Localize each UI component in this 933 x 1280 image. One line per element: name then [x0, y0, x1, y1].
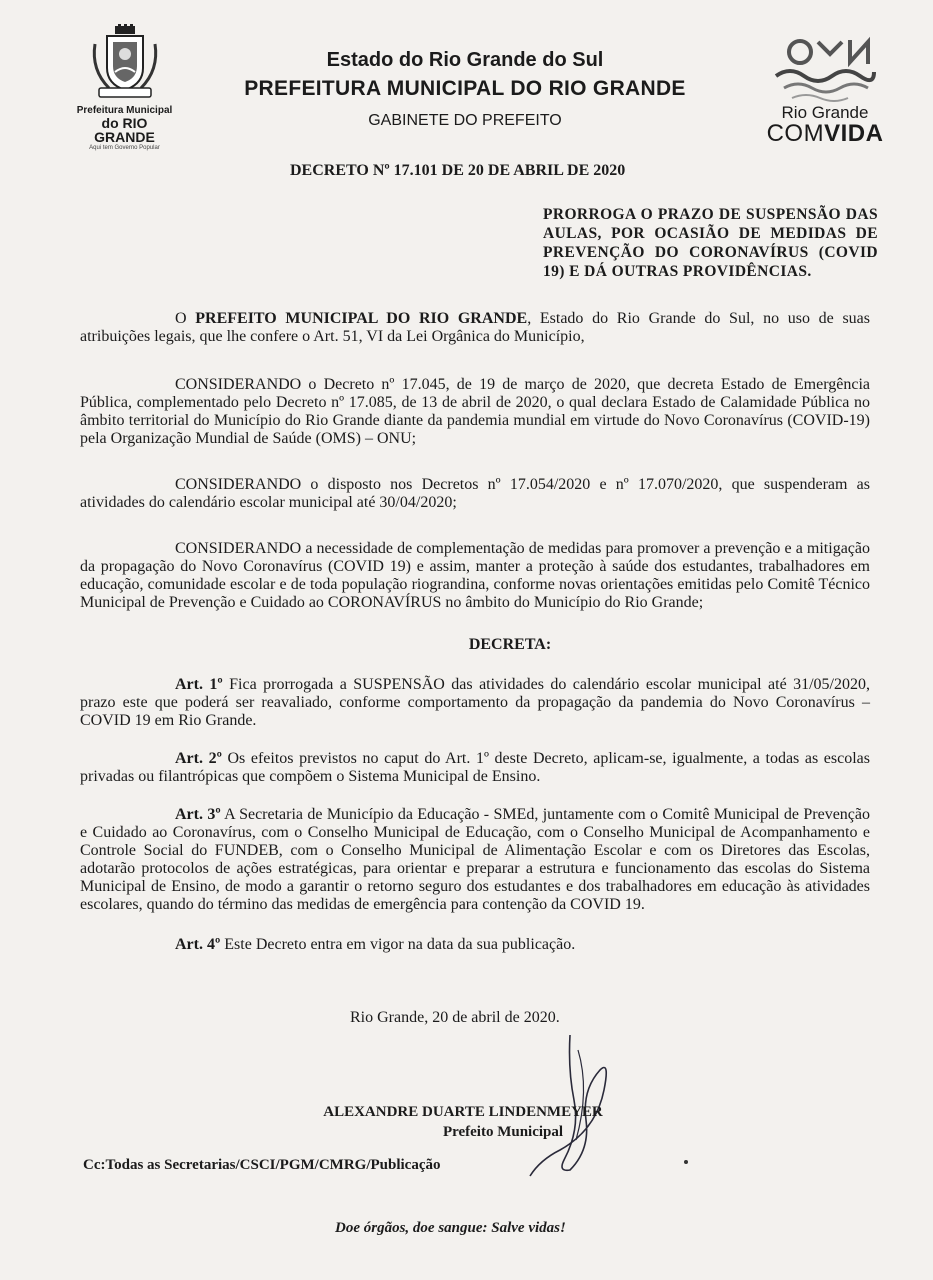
article-3-label: Art. 3º [175, 806, 221, 823]
preamble-bold: PREFEITO MUNICIPAL DO RIO GRANDE [195, 310, 528, 327]
decree-title: DECRETO Nº 17.101 DE 20 DE ABRIL DE 2020 [290, 162, 626, 179]
decreta-heading: DECRETA: [468, 636, 552, 653]
article-4-label: Art. 4º [175, 936, 221, 953]
prefeitura-name: PREFEITURA MUNICIPAL DO RIO GRANDE [244, 77, 686, 100]
decree-body [80, 310, 870, 954]
signatory-block [298, 1102, 628, 1142]
preamble-lead: O [175, 310, 196, 327]
article-3 [80, 806, 870, 914]
article-2-text: Os efeitos previstos no caput do Art. 1º deste Decreto, aplicam-se, igualmente, a todas as escolas privadas ou filantrópicas que compõem o Sistema Municipal de Ensino. [80, 750, 871, 785]
signatory-role: Prefeito Municipal [442, 1124, 564, 1140]
crest-line-1: Prefeitura Municipal [76, 105, 173, 116]
article-3-text: A Secretaria de Município da Educação - SMEd, juntamente com o Comitê Municipal de Prevenção e Cuidado ao Coronavírus, com o Conselho Municipal de Educação, com o Conselho Municipal de Acompanhamento e Controle Social do FUNDEB, com o Conselho Municipal de Alimentação Escolar e com os Diretores das Escolas, adotarão protocolos de ações estratégicas, para orientar e preparar a estrutura e funcionamento das escolas do Sistema Municipal de Ensino, de modo a garantir o retorno seguro dos estudantes e dos trabalhadores em educação às atividades escolares, quando do término das medidas de emergência para contenção da COVID 19. [80, 806, 870, 913]
crest-line-2: do RIO GRANDE [94, 115, 155, 145]
municipal-crest [72, 24, 177, 152]
letterhead [200, 46, 730, 136]
copy-recipients: Cc:Todas as Secretarias/CSCI/PGM/CMRG/Publicação [83, 1157, 441, 1173]
decree-summary: PRORROGA O PRAZO DE SUSPENSÃO DAS AULAS, POR OCASIÃO DE MEDIDAS DE PREVENÇÃO DO CORONAVÍRUS (COVID 19) E DÁ OUTRAS PROVIDÊNCIAS. [543, 206, 878, 280]
preamble-paragraph [80, 310, 870, 346]
considerando-1: CONSIDERANDO o Decreto nº 17.045, de 19 de março de 2020, que decreta Estado de Emergência Pública, complementado pelo Decreto nº 17.085, de 13 de abril de 2020, o qual declara Estado de Calamidade Pública no âmbito territorial do Município do Rio Grande diante da pandemia mundial em virtude do Novo Coronavírus (COVID-19) pela Organização Mundial de Saúde (OMS) – ONU; [80, 376, 870, 447]
article-4-text: Este Decreto entra em vigor na data da sua publicação. [220, 936, 576, 953]
crest-line-3: Aqui tem Governo Popular [89, 145, 160, 151]
brand-line-2 [755, 122, 895, 146]
article-1-text: Fica prorrogada a SUSPENSÃO das atividades do calendário escolar municipal até 31/05/2020, prazo este que poderá ser reavaliado, conforme comportamento da propagação da pandemia do Novo Coronavírus – COVID 19 em Rio Grande. [80, 676, 870, 729]
article-1-label: Art. 1º [175, 676, 223, 693]
coat-of-arms-icon [89, 24, 161, 102]
article-1 [80, 676, 870, 730]
brand-line-1: Rio Grande [781, 103, 869, 122]
considerando-2: CONSIDERANDO o disposto nos Decretos nº 17.054/2020 e nº 17.070/2020, que suspenderam as atividades do calendário escolar municipal até 30/04/2020; [80, 476, 870, 511]
article-4 [80, 936, 870, 954]
footer-slogan: Doe órgãos, doe sangue: Salve vidas! [335, 1220, 566, 1236]
state-name: Estado do Rio Grande do Sul [326, 49, 604, 71]
article-2-label: Art. 2º [175, 750, 222, 767]
considerando-3: CONSIDERANDO a necessidade de complementação de medidas para promover a prevenção e a mitigação da propagação do Novo Coronavírus (COVID 19) e assim, manter a proteção à saúde dos estudantes, trabalhadores em educação, comunidade escolar e de toda população riograndina, conforme novas orientações emitidas pelo Comitê Técnico Municipal de Prevenção e Cuidado ao CORONAVÍRUS no âmbito do Município do Rio Grande; [80, 540, 870, 611]
signatory-name: ALEXANDRE DUARTE LINDENMEYER [323, 1104, 603, 1120]
ink-dot [684, 1160, 688, 1164]
rio-grande-com-vida-logo [755, 36, 895, 146]
brand-com: COM [766, 120, 825, 147]
brand-vida: VIDA [824, 120, 884, 147]
preamble-rest: , Estado do Rio Grande do Sul, no uso de suas atribuições legais, que lhe confere o Art. 51, VI da Lei Orgânica do Município, [80, 310, 871, 345]
article-2 [80, 750, 870, 786]
place-date: Rio Grande, 20 de abril de 2020. [350, 1009, 560, 1026]
waves-logo-icon [770, 36, 880, 102]
gabinete-name: GABINETE DO PREFEITO [368, 112, 562, 129]
